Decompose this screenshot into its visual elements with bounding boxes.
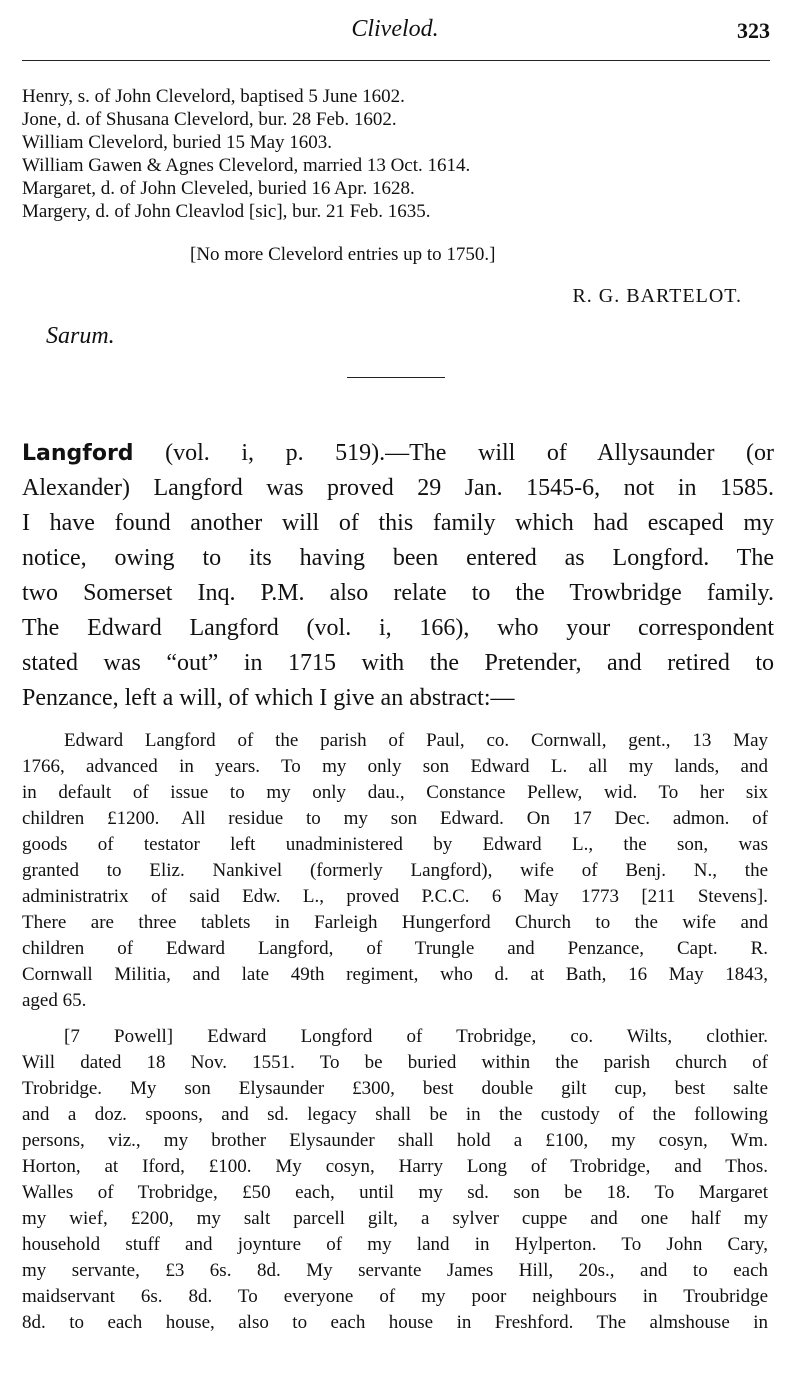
paragraph-line: Alexander) Langford was proved 29 Jan. 1545-6, not in 1585. [22, 475, 774, 501]
abstract-line: 8d. to each house, also to each house in Freshford. The almshouse in [22, 1312, 768, 1333]
paragraph-line: stated was “out” in 1715 with the Pretender, and retired to [22, 650, 774, 676]
edward-langford-abstract [22, 728, 768, 1014]
edward-longford-abstract [22, 1024, 768, 1336]
register-entry: Henry, s. of John Clevelord, baptised 5 June 1602. [22, 86, 405, 107]
running-title: Clivelod. [351, 16, 439, 42]
abstract-line: goods of testator left unadministered by Edward L., the son, was [22, 834, 768, 855]
place-name: Sarum. [46, 323, 115, 349]
register-entry: Jone, d. of Shusana Clevelord, bur. 28 Feb. 1602. [22, 109, 397, 130]
abstract-line: Horton, at Iford, £100. My cosyn, Harry Long of Trobridge, and Thos. [22, 1156, 768, 1177]
paragraph-line: The Edward Langford (vol. i, 166), who your correspondent [22, 615, 774, 641]
abstract-line: persons, viz., my brother Elysaunder shall hold a £100, my cosyn, Wm. [22, 1130, 768, 1151]
section-separator [347, 377, 445, 378]
abstract-line: granted to Eliz. Nankivel (formerly Langford), wife of Benj. N., the [22, 860, 768, 881]
page-header [20, 14, 770, 50]
abstract-line: Will dated 18 Nov. 1551. To be buried within the parish church of [22, 1052, 768, 1073]
abstract-line: maidservant 6s. 8d. To everyone of my poor neighbours in Troubridge [22, 1286, 768, 1307]
abstract-line: aged 65. [22, 990, 87, 1011]
abstract-line: administratrix of said Edw. L., proved P.C.C. 6 May 1773 [211 Stevens]. [22, 886, 768, 907]
abstract-line: in default of issue to my only dau., Constance Pellew, wid. To her six [22, 782, 768, 803]
signature: R. G. BARTELOT. [572, 285, 742, 307]
header-rule [22, 60, 770, 61]
abstract-line: children £1200. All residue to my son Edward. On 17 Dec. admon. of [22, 808, 768, 829]
abstract-line: household stuff and joynture of my land in Hylperton. To John Cary, [22, 1234, 768, 1255]
register-entries [22, 85, 470, 223]
register-entry: William Gawen & Agnes Clevelord, married 13 Oct. 1614. [22, 155, 471, 176]
register-entry: William Clevelord, buried 15 May 1603. [22, 132, 333, 153]
abstract-line: my servante, £3 6s. 8d. My servante James Hill, 20s., and to each [22, 1260, 768, 1281]
abstract-line: Walles of Trobridge, £50 each, until my sd. son be 18. To Margaret [22, 1182, 768, 1203]
paragraph-line: notice, owing to its having been entered as Longford. The [22, 545, 774, 571]
abstract-line: Cornwall Militia, and late 49th regiment, who d. at Bath, 16 May 1843, [22, 964, 768, 985]
abstract-line: my wief, £200, my salt parcell gilt, a sylver cuppe and one half my [22, 1208, 768, 1229]
abstract-line: 1766, advanced in years. To my only son Edward L. all my lands, and [22, 756, 768, 777]
paragraph-line: two Somerset Inq. P.M. also relate to the Trowbridge family. [22, 580, 774, 606]
register-entry: Margery, d. of John Cleavlod [sic], bur. 21 Feb. 1635. [22, 201, 431, 222]
langford-paragraph [22, 436, 774, 716]
abstract-line: Edward Langford of the parish of Paul, co. Cornwall, gent., 13 May [64, 730, 768, 751]
abstract-line: children of Edward Langford, of Trungle and Penzance, Capt. R. [22, 938, 768, 959]
entry-note: [No more Clevelord entries up to 1750.] [190, 244, 496, 265]
register-entry: Margaret, d. of John Cleveled, buried 16 Apr. 1628. [22, 178, 415, 199]
abstract-line: Trobridge. My son Elysaunder £300, best double gilt cup, best salte [22, 1078, 768, 1099]
paragraph-line: I have found another will of this family which had escaped my [22, 510, 774, 536]
entry-heading: Langford [22, 441, 134, 466]
abstract-line: [7 Powell] Edward Longford of Trobridge, co. Wilts, clothier. [64, 1026, 768, 1047]
paragraph-line: Langford (vol. i, p. 519).—The will of Allysaunder (or [22, 440, 774, 466]
paragraph-line: Penzance, left a will, of which I give an abstract:— [22, 685, 515, 711]
abstract-line: and a doz. spoons, and sd. legacy shall be in the custody of the following [22, 1104, 768, 1125]
page-number: 323 [737, 18, 770, 43]
abstract-line: There are three tablets in Farleigh Hungerford Church to the wife and [22, 912, 768, 933]
